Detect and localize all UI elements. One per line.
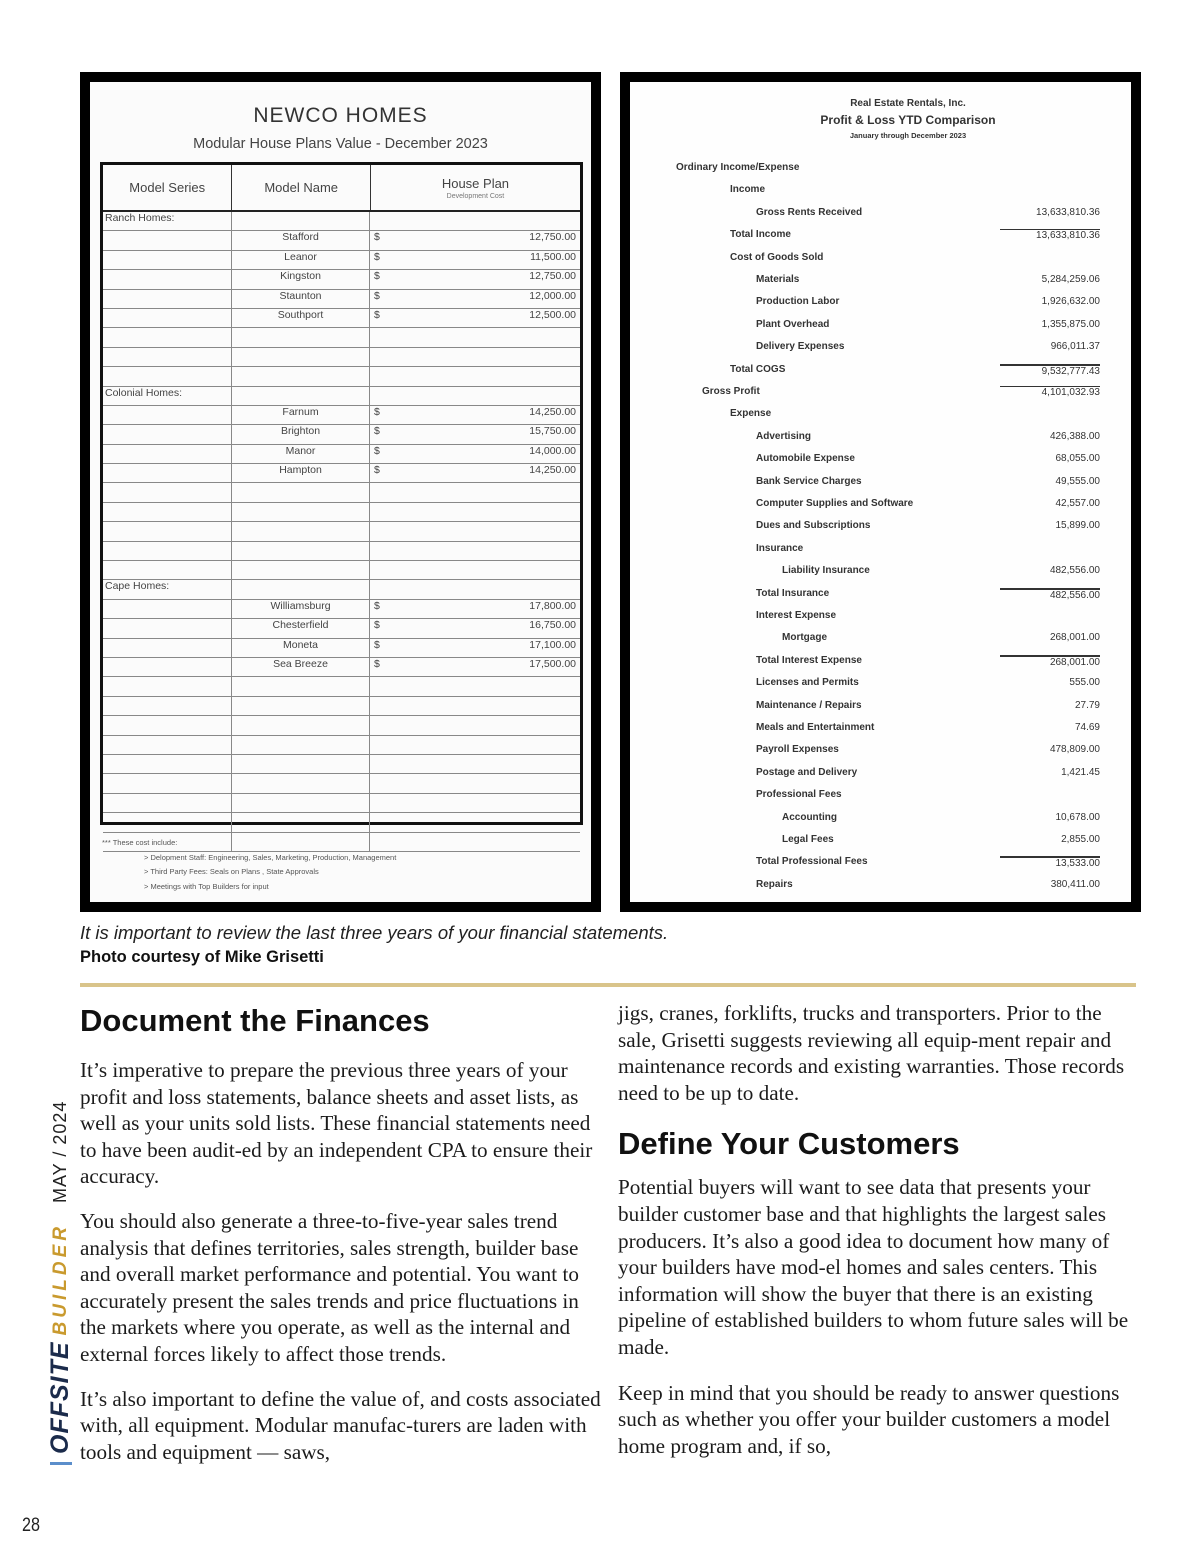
cell-value: 17,100.00 [529, 638, 576, 651]
cell-model-name [232, 697, 370, 715]
pl-label: Licenses and Permits [756, 677, 859, 689]
cell-model-name: Leanor [232, 251, 370, 269]
pl-line [630, 651, 1100, 673]
pl-line [630, 360, 1100, 382]
paragraph: It’s imperative to prepare the previous three years of your profit and loss statements, balance sheets and asset lists, as well as your units sold lists. These financial statements need to have been audit-ed by an independent CPA to ensure their accuracy. [80, 1058, 593, 1189]
cell-value: 14,250.00 [529, 464, 576, 477]
cell-plan-cost [370, 231, 580, 249]
cell-model-name: Kingston [232, 270, 370, 288]
cell-series [103, 813, 232, 831]
cell-plan-cost [370, 522, 580, 540]
heading-document-finances: Document the Finances [80, 1003, 430, 1038]
article-column-left [80, 1000, 605, 1465]
cell-model-name: Hampton [232, 464, 370, 482]
pl-line [630, 427, 1100, 449]
pl-label: Advertising [756, 430, 812, 442]
cell-model-name [232, 542, 370, 560]
pl-label: Meals and Entertainment [756, 722, 875, 733]
table-row [103, 774, 580, 793]
cell-value: 14,250.00 [529, 405, 576, 418]
cell-model-name: Chesterfield [232, 619, 370, 637]
table-row [103, 445, 580, 464]
cell-plan-cost [370, 658, 580, 676]
newco-table-header [103, 165, 580, 212]
pl-line [630, 382, 1100, 404]
cell-series [103, 600, 232, 618]
cell-plan-cost [370, 367, 580, 385]
table-row [103, 290, 580, 309]
table-row [103, 600, 580, 619]
cell-model-name [232, 561, 370, 579]
cell-model-name: Sea Breeze [232, 658, 370, 676]
cell-series [103, 348, 232, 366]
header-model-series: Model Series [103, 165, 232, 210]
cell-model-name [232, 483, 370, 501]
cell-currency: $ [374, 464, 380, 477]
cell-series [103, 677, 232, 695]
folio-bar [50, 1462, 72, 1465]
paragraph: Potential buyers will want to see data that presents your builder customer base and that highlights the largest sales producers. It’s also a good idea to document how many of your builders have mod-el homes and sales centers. This information will show the buyer that there is an existing pipeline of established builders to whom future sales will be made. [618, 1175, 1129, 1359]
cell-plan-cost [370, 755, 580, 773]
newco-table [100, 162, 583, 825]
pl-label: Ordinary Income/Expense [676, 162, 800, 173]
cell-plan-cost [370, 290, 580, 308]
cell-series [103, 619, 232, 637]
header-house-plan-label: House Plan [441, 175, 510, 191]
cell-model-name: Moneta [232, 639, 370, 657]
cell-plan-cost [370, 464, 580, 482]
cell-series [103, 270, 232, 288]
cell-model-name [232, 813, 370, 831]
cell-plan-cost [370, 212, 580, 230]
pl-amount: 13,633,810.36 [1036, 206, 1100, 218]
cell-series: Colonial Homes: [103, 387, 232, 405]
cell-currency: $ [374, 657, 380, 670]
cell-series [103, 309, 232, 327]
table-row [103, 522, 580, 541]
cell-currency: $ [374, 308, 380, 321]
cell-model-name [232, 716, 370, 734]
cell-value: 11,500.00 [530, 250, 576, 263]
pl-label: Accounting [782, 811, 837, 823]
cell-plan-cost [370, 542, 580, 560]
heading-define-customers: Define Your Customers [618, 1126, 960, 1162]
pl-line [630, 606, 1100, 628]
cell-model-name [232, 522, 370, 540]
cell-value: 17,800.00 [529, 599, 576, 612]
cell-plan-cost [370, 794, 580, 812]
cell-currency: $ [374, 270, 380, 283]
cell-plan-cost [370, 503, 580, 521]
cell-plan-cost [370, 774, 580, 792]
cell-plan-cost [370, 813, 580, 831]
table-row [103, 387, 580, 406]
cell-model-name [232, 348, 370, 366]
page-number: 28 [22, 1515, 40, 1536]
table-row [103, 425, 580, 444]
cell-model-name: Southport [232, 309, 370, 327]
pl-line [630, 337, 1100, 359]
cell-currency: $ [374, 425, 380, 438]
cell-series [103, 794, 232, 812]
newco-title: NEWCO HOMES [253, 104, 428, 127]
pl-label: Interest Expense [756, 610, 837, 621]
cell-model-name: Stafford [232, 231, 370, 249]
cell-plan-cost [370, 425, 580, 443]
table-row [103, 348, 580, 367]
pl-amount: 1,926,632.00 [1041, 296, 1100, 308]
cell-value: 17,500.00 [529, 657, 576, 670]
cell-model-name [232, 677, 370, 695]
pl-line [630, 494, 1100, 516]
newco-plans-photo [80, 72, 601, 912]
pl-label: Delivery Expenses [756, 341, 845, 353]
cell-model-name [232, 755, 370, 773]
pl-amount: 1,421.45 [1061, 766, 1100, 778]
table-row [103, 813, 580, 832]
cell-plan-cost [370, 736, 580, 754]
cell-model-name [232, 774, 370, 792]
table-row [103, 794, 580, 813]
pl-amount: 482,556.00 [1000, 588, 1100, 601]
cell-model-name: Manor [232, 445, 370, 463]
cell-series [103, 542, 232, 560]
table-row [103, 542, 580, 561]
cell-model-name [232, 387, 370, 405]
cell-model-name [232, 736, 370, 754]
issue-date: MAY / 2024 [50, 1100, 70, 1203]
pl-label: Gross Profit [702, 386, 760, 397]
profit-loss-photo [620, 72, 1141, 912]
pl-amount: 5,284,259.06 [1041, 274, 1100, 285]
cell-plan-cost [370, 716, 580, 734]
pl-line [630, 203, 1100, 225]
table-row [103, 677, 580, 696]
pl-label: Insurance [756, 542, 804, 554]
cell-plan-cost [370, 387, 580, 405]
pl-label: Total Insurance [756, 587, 830, 599]
table-row [103, 697, 580, 716]
table-row [103, 639, 580, 658]
cell-model-name [232, 580, 370, 598]
table-row [103, 483, 580, 502]
pl-line [630, 628, 1100, 650]
cell-currency: $ [374, 231, 380, 244]
cell-model-name [232, 212, 370, 230]
pl-amount: 27.79 [1074, 699, 1100, 711]
cell-series [103, 522, 232, 540]
table-row [103, 464, 580, 483]
cell-currency: $ [374, 289, 380, 302]
pl-label: Computer Supplies and Software [756, 498, 914, 509]
pl-label: Liability Insurance [782, 565, 870, 577]
pl-line [630, 852, 1100, 874]
pl-amount: 10,678.00 [1055, 811, 1100, 823]
cell-series [103, 639, 232, 657]
pl-period: January through December 2023 [849, 131, 967, 140]
pl-label: Plant Overhead [756, 318, 830, 330]
newco-sheet [90, 82, 591, 902]
cell-value: 12,750.00 [529, 231, 576, 244]
pl-label: Bank Service Charges [756, 475, 862, 487]
cell-series: Ranch Homes: [103, 212, 232, 230]
cell-currency: $ [374, 599, 380, 612]
table-row [103, 251, 580, 270]
pl-amount: 1,355,875.00 [1041, 318, 1100, 330]
cell-model-name: Farnum [232, 406, 370, 424]
pl-label: Total COGS [730, 363, 786, 375]
paragraph: You should also generate a three-to-five-year sales trend analysis that defines territories, sales strength, builder base and overall market performance and potential. You want to accurately present the sales trends and price fluctuations in the markets where you operate, as well as the internal and external forces likely to affect those trends. [80, 1208, 579, 1366]
table-row [103, 231, 580, 250]
pl-label: Materials [756, 274, 800, 285]
table-row [103, 580, 580, 599]
pl-label: Cost of Goods Sold [730, 251, 824, 263]
table-row [103, 503, 580, 522]
pl-line [630, 539, 1100, 561]
cell-plan-cost [370, 619, 580, 637]
pl-title: Profit & Loss YTD Comparison [820, 113, 996, 127]
note-line: > Third Party Fees: Seals on Plans , State Approvals [144, 867, 319, 876]
cell-series [103, 425, 232, 443]
magazine-folio [46, 1101, 75, 1465]
pl-label: Mortgage [782, 632, 827, 644]
pl-line [630, 830, 1100, 852]
note-line: > Delopment Staff: Engineering, Sales, Marketing, Production, Management [144, 852, 397, 862]
cell-series [103, 483, 232, 501]
pl-label: Maintenance / Repairs [756, 699, 862, 711]
pl-line [630, 808, 1100, 830]
cell-plan-cost [370, 833, 580, 851]
pl-label: Postage and Delivery [756, 766, 858, 778]
pl-label: Dues and Subscriptions [756, 520, 871, 532]
pl-label: Professional Fees [756, 789, 842, 801]
cell-series [103, 561, 232, 579]
cell-plan-cost [370, 251, 580, 269]
pl-line [630, 763, 1100, 785]
cell-series [103, 231, 232, 249]
pl-line [630, 875, 1100, 897]
header-house-plan-sub: Development Cost [446, 192, 505, 200]
pl-label: Repairs [756, 878, 793, 890]
table-row [103, 367, 580, 386]
pl-label: Total Income [730, 229, 791, 241]
pl-line [630, 180, 1100, 202]
pl-amount: 74.69 [1074, 722, 1100, 733]
pl-amount: 42,557.00 [1055, 498, 1100, 509]
cell-value: 16,750.00 [529, 619, 576, 632]
profit-loss-sheet [630, 82, 1131, 902]
cell-model-name [232, 328, 370, 346]
cell-plan-cost [370, 445, 580, 463]
table-row [103, 406, 580, 425]
pl-label: Production Labor [756, 296, 840, 308]
cell-model-name [232, 367, 370, 385]
table-row [103, 328, 580, 347]
table-row [103, 270, 580, 289]
cell-series [103, 445, 232, 463]
cell-value: 12,500.00 [529, 308, 576, 321]
cell-value: 14,000.00 [529, 444, 576, 457]
pl-line [630, 696, 1100, 718]
cell-currency: $ [374, 405, 380, 418]
pl-company: Real Estate Rentals, Inc. [850, 98, 966, 109]
cell-series [103, 658, 232, 676]
cell-plan-cost [370, 328, 580, 346]
cell-currency: $ [374, 619, 380, 632]
pl-amount: 268,001.00 [1000, 655, 1100, 668]
cell-model-name [232, 794, 370, 812]
cell-plan-cost [370, 677, 580, 695]
article-column-right [618, 1000, 1143, 1459]
pl-amount: 478,809.00 [1049, 744, 1100, 756]
pl-line [630, 449, 1100, 471]
table-row [103, 716, 580, 735]
pl-line [630, 158, 1100, 180]
table-row [103, 619, 580, 638]
table-row [103, 309, 580, 328]
header-model-name: Model Name [232, 165, 370, 210]
cell-series [103, 406, 232, 424]
cell-series [103, 251, 232, 269]
pl-amount: 482,556.00 [1049, 565, 1100, 577]
photo-caption: It is important to review the last three years of your financial statements. [80, 922, 669, 943]
cell-series [103, 290, 232, 308]
photo-credit: Photo courtesy of Mike Grisetti [80, 948, 324, 966]
cell-model-name: Staunton [232, 290, 370, 308]
pl-label: Automobile Expense [756, 453, 855, 465]
cell-plan-cost [370, 600, 580, 618]
newco-rows [103, 212, 580, 852]
pl-amount: 966,011.37 [1050, 341, 1100, 353]
pl-line [630, 516, 1100, 538]
pl-line [630, 292, 1100, 314]
cell-plan-cost [370, 639, 580, 657]
pl-line [630, 673, 1100, 695]
cell-series [103, 503, 232, 521]
cell-series [103, 774, 232, 792]
pl-line [630, 248, 1100, 270]
cell-plan-cost [370, 348, 580, 366]
cell-currency: $ [374, 638, 380, 651]
pl-label: Gross Rents Received [756, 206, 863, 218]
pl-amount: 4,101,032.93 [1000, 386, 1100, 398]
cell-model-name: Brighton [232, 425, 370, 443]
brand-builder: BUILDER [49, 1222, 71, 1336]
table-row [103, 561, 580, 580]
table-row [103, 658, 580, 677]
pl-amount: 49,555.00 [1055, 475, 1100, 487]
cell-series: Cape Homes: [103, 580, 232, 598]
cell-model-name: Williamsburg [232, 600, 370, 618]
paragraph: It’s also important to define the value of, and costs associated with, all equipment. Modular manufac-turers are laden with tools and equipment — saws, [80, 1386, 601, 1464]
pl-line [630, 472, 1100, 494]
pl-line [630, 718, 1100, 740]
pl-line [630, 225, 1100, 247]
header-house-plan [371, 165, 580, 210]
pl-label: Total Interest Expense [756, 654, 862, 666]
pl-line [630, 315, 1100, 337]
cell-plan-cost [370, 406, 580, 424]
newco-subtitle: Modular House Plans Value - December 2023 [193, 136, 488, 152]
cell-series [103, 697, 232, 715]
pl-amount: 2,855.00 [1061, 834, 1100, 845]
pl-label: Expense [730, 408, 772, 420]
cell-series [103, 736, 232, 754]
newco-notes [102, 836, 396, 894]
table-row [103, 755, 580, 774]
pl-line [630, 785, 1100, 807]
table-row [103, 736, 580, 755]
pl-label: Payroll Expenses [756, 744, 839, 756]
pl-label: Income [730, 184, 766, 196]
paragraph: Keep in mind that you should be ready to answer questions such as whether you offer your builder customers a model home program and, if so, [618, 1380, 1120, 1458]
cell-value: 12,000.00 [529, 289, 576, 302]
pl-label: Legal Fees [782, 834, 834, 845]
cell-currency: $ [374, 444, 380, 457]
pl-line [630, 584, 1100, 606]
brand-offsite: OFFSITE [46, 1341, 74, 1454]
pl-line [630, 561, 1100, 583]
table-row [103, 212, 580, 231]
pl-amount: 68,055.00 [1055, 453, 1100, 465]
pl-label: Total Professional Fees [756, 856, 868, 868]
pl-amount: 426,388.00 [1049, 430, 1100, 442]
cell-plan-cost [370, 580, 580, 598]
cell-value: 12,750.00 [529, 270, 576, 283]
cell-plan-cost [370, 483, 580, 501]
cell-series [103, 716, 232, 734]
cell-plan-cost [370, 561, 580, 579]
cell-plan-cost [370, 270, 580, 288]
note-line: *** These cost include: [102, 838, 178, 847]
cell-series [103, 464, 232, 482]
pl-amount: 268,001.00 [1049, 632, 1100, 644]
pl-line [630, 740, 1100, 762]
pl-line [630, 404, 1100, 426]
pl-amount: 13,533.00 [1000, 856, 1100, 869]
cell-plan-cost [370, 309, 580, 327]
gold-divider [80, 983, 1136, 987]
pl-amount: 13,633,810.36 [1000, 229, 1100, 241]
cell-value: 15,750.00 [529, 425, 576, 438]
pl-line [630, 270, 1100, 292]
pl-amount: 380,411.00 [1050, 878, 1100, 890]
pl-amount: 15,899.00 [1055, 520, 1100, 532]
cell-series [103, 367, 232, 385]
cell-model-name [232, 503, 370, 521]
cell-plan-cost [370, 697, 580, 715]
note-line: > Meetings with Top Builders for input [144, 881, 269, 891]
paragraph: jigs, cranes, forklifts, trucks and transporters. Prior to the sale, Grisetti suggests reviewing all equip-ment repair and maintenance records and existing warranties. Those records need to be up to date. [618, 1001, 1125, 1105]
pl-amount: 555.00 [1069, 677, 1100, 689]
pl-amount: 9,532,777.43 [1000, 364, 1100, 377]
cell-series [103, 328, 232, 346]
cell-currency: $ [374, 250, 380, 263]
cell-series [103, 755, 232, 773]
